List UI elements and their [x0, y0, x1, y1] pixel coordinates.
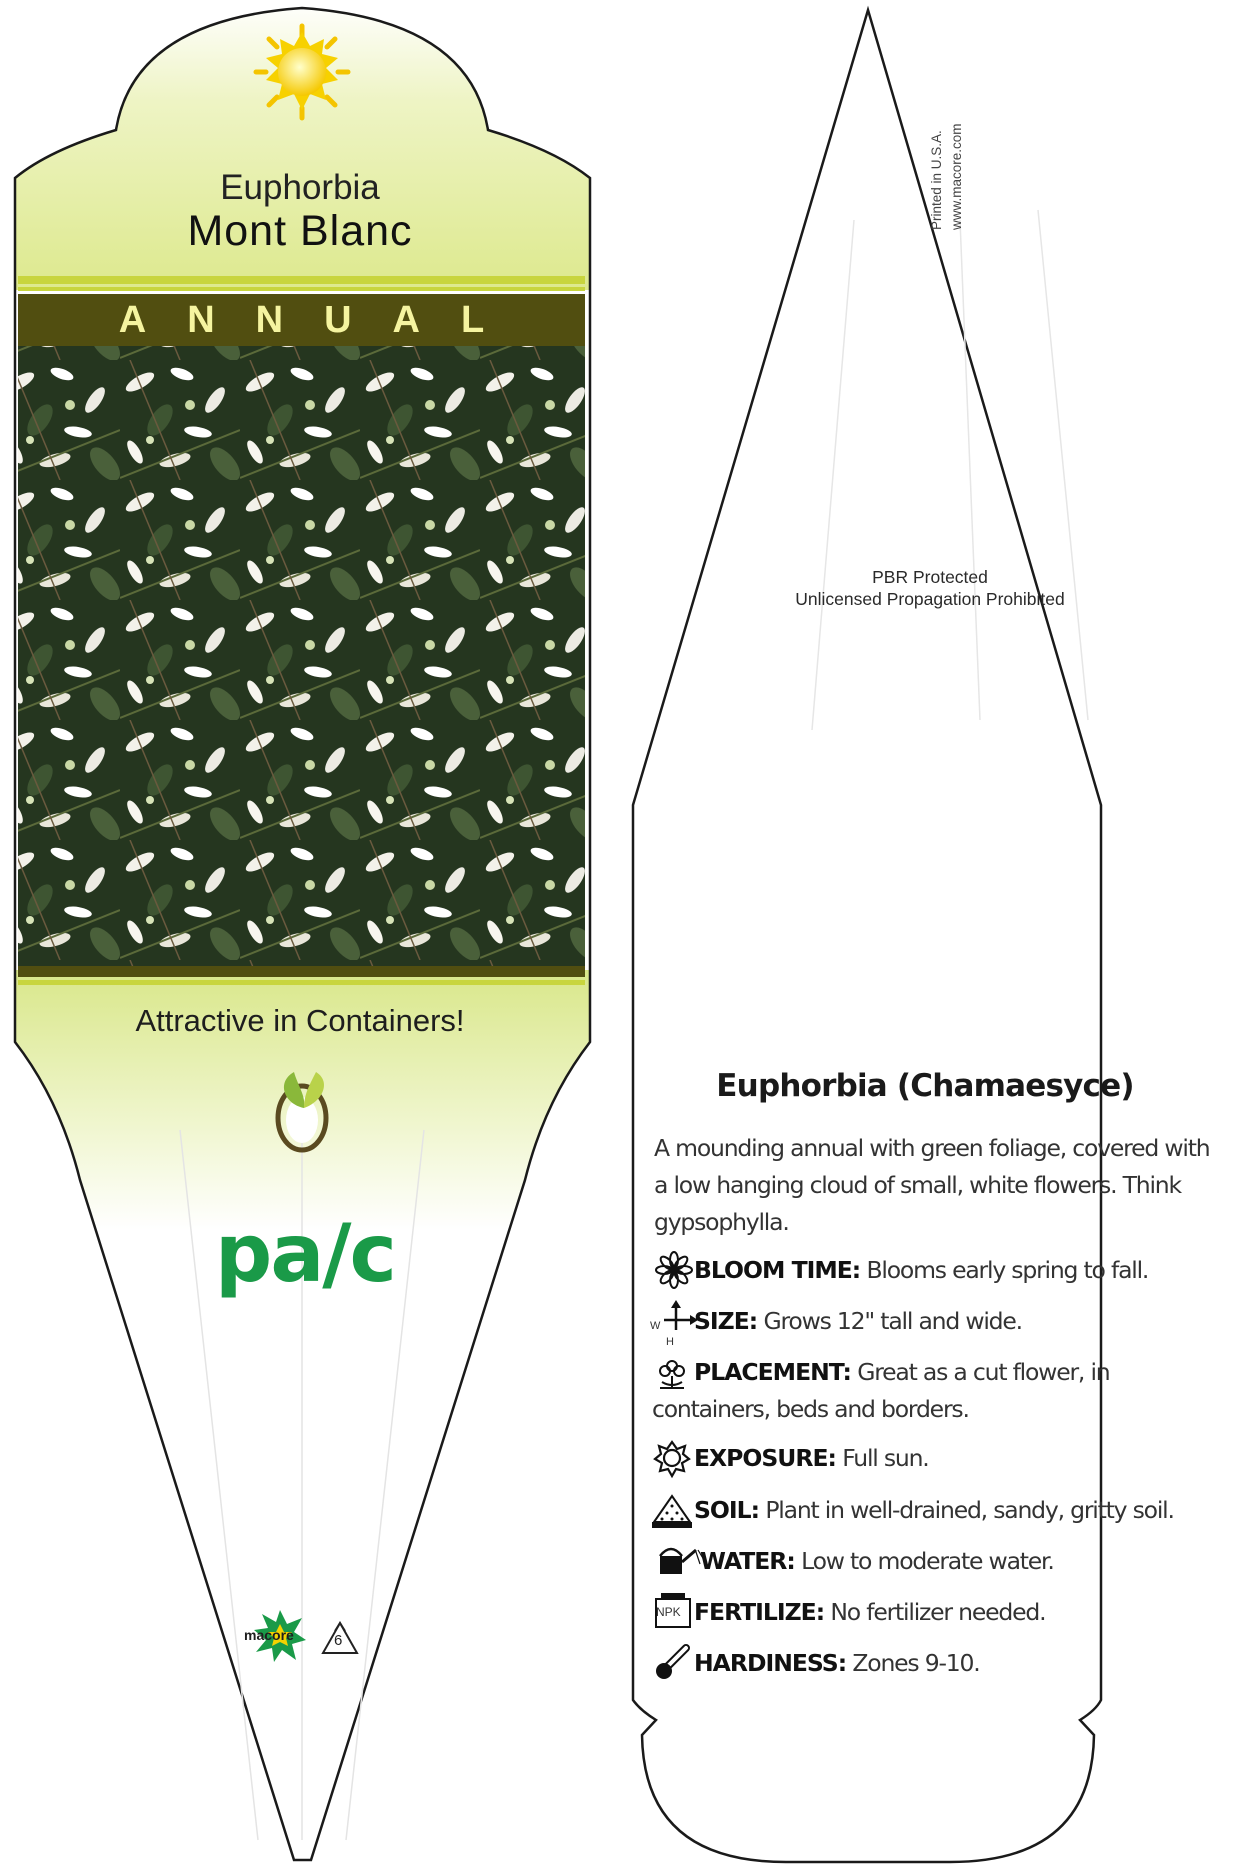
genus-name: Euphorbia [220, 168, 380, 207]
pbr-line1: PBR Protected [872, 567, 988, 587]
brand-logo: pa/c [215, 1207, 395, 1300]
printed-line2: www.macore.com [949, 123, 964, 230]
pbr-line2: Unlicensed Propagation Prohibited [795, 589, 1065, 609]
attr-water [652, 1543, 1212, 1580]
printed-line1: Printed in U.S.A. [929, 130, 944, 230]
attr-value: Great as a cut flower, in containers, beds and borders. [652, 1358, 1110, 1423]
plant-photo [18, 346, 585, 966]
attr-label: WATER: [700, 1547, 795, 1575]
front-tag [0, 0, 610, 1860]
pbr-notice [740, 566, 1120, 610]
size-icon-h: H [666, 1336, 674, 1348]
attr-exposure [652, 1440, 1212, 1477]
attr-value: Grows 12" tall and wide. [763, 1307, 1022, 1335]
cultivar-name: Mont Blanc [187, 207, 413, 255]
annual-banner: ANNUAL [118, 299, 526, 341]
attr-label: SIZE: [694, 1307, 758, 1335]
attr-label: EXPOSURE: [694, 1444, 836, 1472]
tagline: Attractive in Containers! [135, 1003, 465, 1038]
plant-description: A mounding annual with green foliage, covered with a low hanging cloud of small, white flowers. Think gypsophylla. [654, 1134, 1210, 1236]
attr-placement [652, 1354, 1212, 1428]
recycle-code: 6 [334, 1632, 343, 1649]
attr-size [650, 1303, 1212, 1348]
attr-label: FERTILIZE: [694, 1598, 825, 1626]
printed-note [857, 100, 997, 230]
npk-icon-text: NPK [656, 1605, 681, 1619]
attr-label: BLOOM TIME: [694, 1256, 861, 1284]
attr-bloom-time [652, 1252, 1212, 1289]
attr-label: HARDINESS: [694, 1649, 847, 1677]
attr-value: Plant in well-drained, sandy, gritty soil. [765, 1496, 1174, 1524]
maker-logo-text: macore [244, 1627, 294, 1643]
attr-value: No fertilizer needed. [830, 1598, 1046, 1626]
attr-fertilize [652, 1594, 1212, 1631]
attr-label: PLACEMENT: [694, 1358, 851, 1386]
attr-value: Zones 9-10. [852, 1649, 980, 1677]
attr-value: Low to moderate water. [801, 1547, 1054, 1575]
attr-soil [652, 1492, 1212, 1529]
back-tag [633, 8, 1175, 1862]
size-icon-w: W [650, 1320, 661, 1332]
attr-label: SOIL: [694, 1496, 760, 1524]
attr-value: Full sun. [842, 1444, 929, 1472]
plant-title: Euphorbia (Chamaesyce) [716, 1068, 1134, 1104]
attr-value: Blooms early spring to fall. [866, 1256, 1149, 1284]
attr-hardiness [652, 1645, 1212, 1682]
